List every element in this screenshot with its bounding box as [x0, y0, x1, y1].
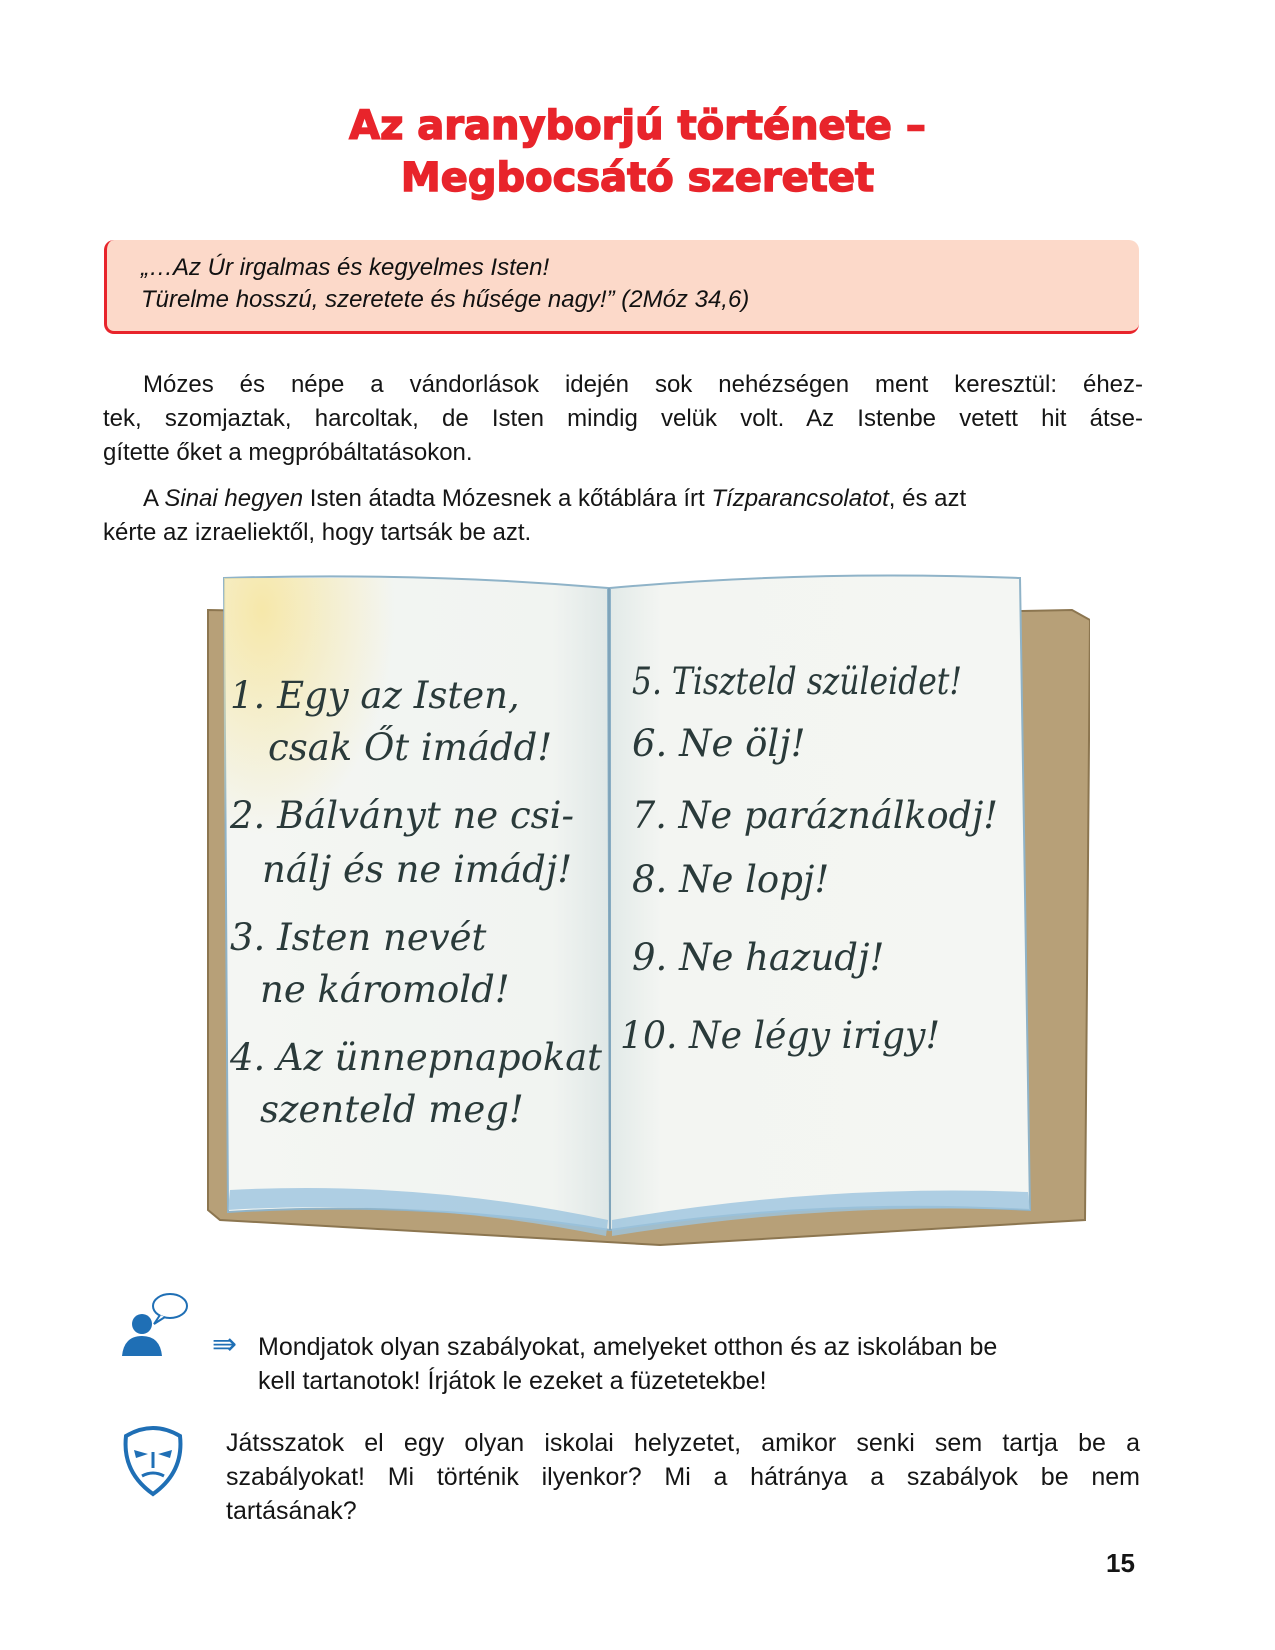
speech-person-icon-graphic [118, 1290, 190, 1360]
task-arrow-icon: ⇛ [212, 1328, 238, 1361]
title-line-2: Megbocsátó szeretet [400, 155, 875, 201]
paragraph-1-line-1: Mózes és népe a vándorlások idején sok nehézségen ment keresztül: éhez- [143, 371, 1143, 398]
task-1-line-2: kell tartanotok! Írjátok le ezeket a füzetetekbe! [258, 1367, 767, 1395]
commandment-8: 8. Ne lopj! [632, 858, 830, 901]
task-1-line-1: Mondjatok olyan szabályokat, amelyeket otthon és az iskolában be [258, 1333, 998, 1361]
title-line-1: Az aranyborjú története – [349, 103, 926, 149]
task-1 [258, 1330, 1140, 1398]
commandment-3a: 3. Isten nevét [230, 916, 487, 959]
ten-commandments-book-illustration [190, 570, 1090, 1280]
commandment-4a: 4. Az ünnepnapokat [229, 1036, 603, 1079]
paragraph-2 [103, 482, 1143, 550]
task-2-line-3: tartásának? [226, 1497, 357, 1525]
commandment-5: 5. Tiszteld szüleidet! [632, 660, 962, 703]
paragraph-2-line-1 [103, 482, 1143, 516]
commandment-7: 7. Ne paráználkodj! [632, 794, 998, 837]
sinai-hegyen-italic: Sinai hegyen [164, 485, 304, 512]
paragraph-2-text-a: A [143, 485, 165, 512]
commandment-4b: szenteld meg! [260, 1088, 524, 1131]
task-2-line-2: szabályokat! Mi történik ilyenkor? Mi a hátránya a szabályok be nem [226, 1463, 1140, 1491]
page-title [0, 100, 1275, 204]
task-2 [226, 1426, 1140, 1528]
paragraph-1-line-2: tek, szomjaztak, harcoltak, de Isten mindig velük volt. Az Istenbe vetett hit átse- [103, 405, 1143, 432]
speech-person-icon [118, 1290, 190, 1360]
open-book-drawing [190, 570, 1090, 1280]
paragraph-1 [103, 368, 1143, 470]
bible-quote-box [104, 240, 1139, 334]
tizparancsolat-italic: Tízparancsolatot [711, 485, 889, 512]
paragraph-1-line-3: gítette őket a megpróbáltatásokon. [103, 439, 473, 466]
task-2-line-1: Játsszatok el egy olyan iskolai helyzetet, amikor senki sem tartja be a [226, 1429, 1140, 1457]
commandment-9: 9. Ne hazudj! [632, 936, 885, 979]
paragraph-2-text-c: , és azt [888, 485, 967, 512]
paragraph-2-text-b: Isten átadta Mózesnek a kőtáblára írt [303, 485, 712, 512]
commandment-10: 10. Ne légy irigy! [620, 1014, 940, 1057]
paragraph-2-line-2: kérte az izraeliektől, hogy tartsák be azt. [103, 519, 532, 546]
page-number: 15 [1106, 1548, 1135, 1578]
mask-icon [120, 1422, 186, 1498]
commandment-2a: 2. Bálványt ne csi- [230, 794, 575, 837]
commandment-6: 6. Ne ölj! [632, 722, 806, 765]
commandment-2b: nálj és ne imádj! [262, 848, 573, 891]
commandment-3b: ne káromold! [260, 968, 510, 1011]
mask-icon-graphic [120, 1422, 186, 1498]
paragraph-2-line-1-text [143, 482, 966, 516]
quote-line-2: Türelme hosszú, szeretete és hűsége nagy!” (2Móz 34,6) [141, 286, 750, 313]
book-spine [609, 588, 610, 1230]
commandment-1a: 1. Egy az Isten, [230, 674, 520, 717]
commandment-1b: csak Őt imádd! [268, 726, 553, 769]
quote-line-1: „…Az Úr irgalmas és kegyelmes Isten! [141, 254, 550, 281]
